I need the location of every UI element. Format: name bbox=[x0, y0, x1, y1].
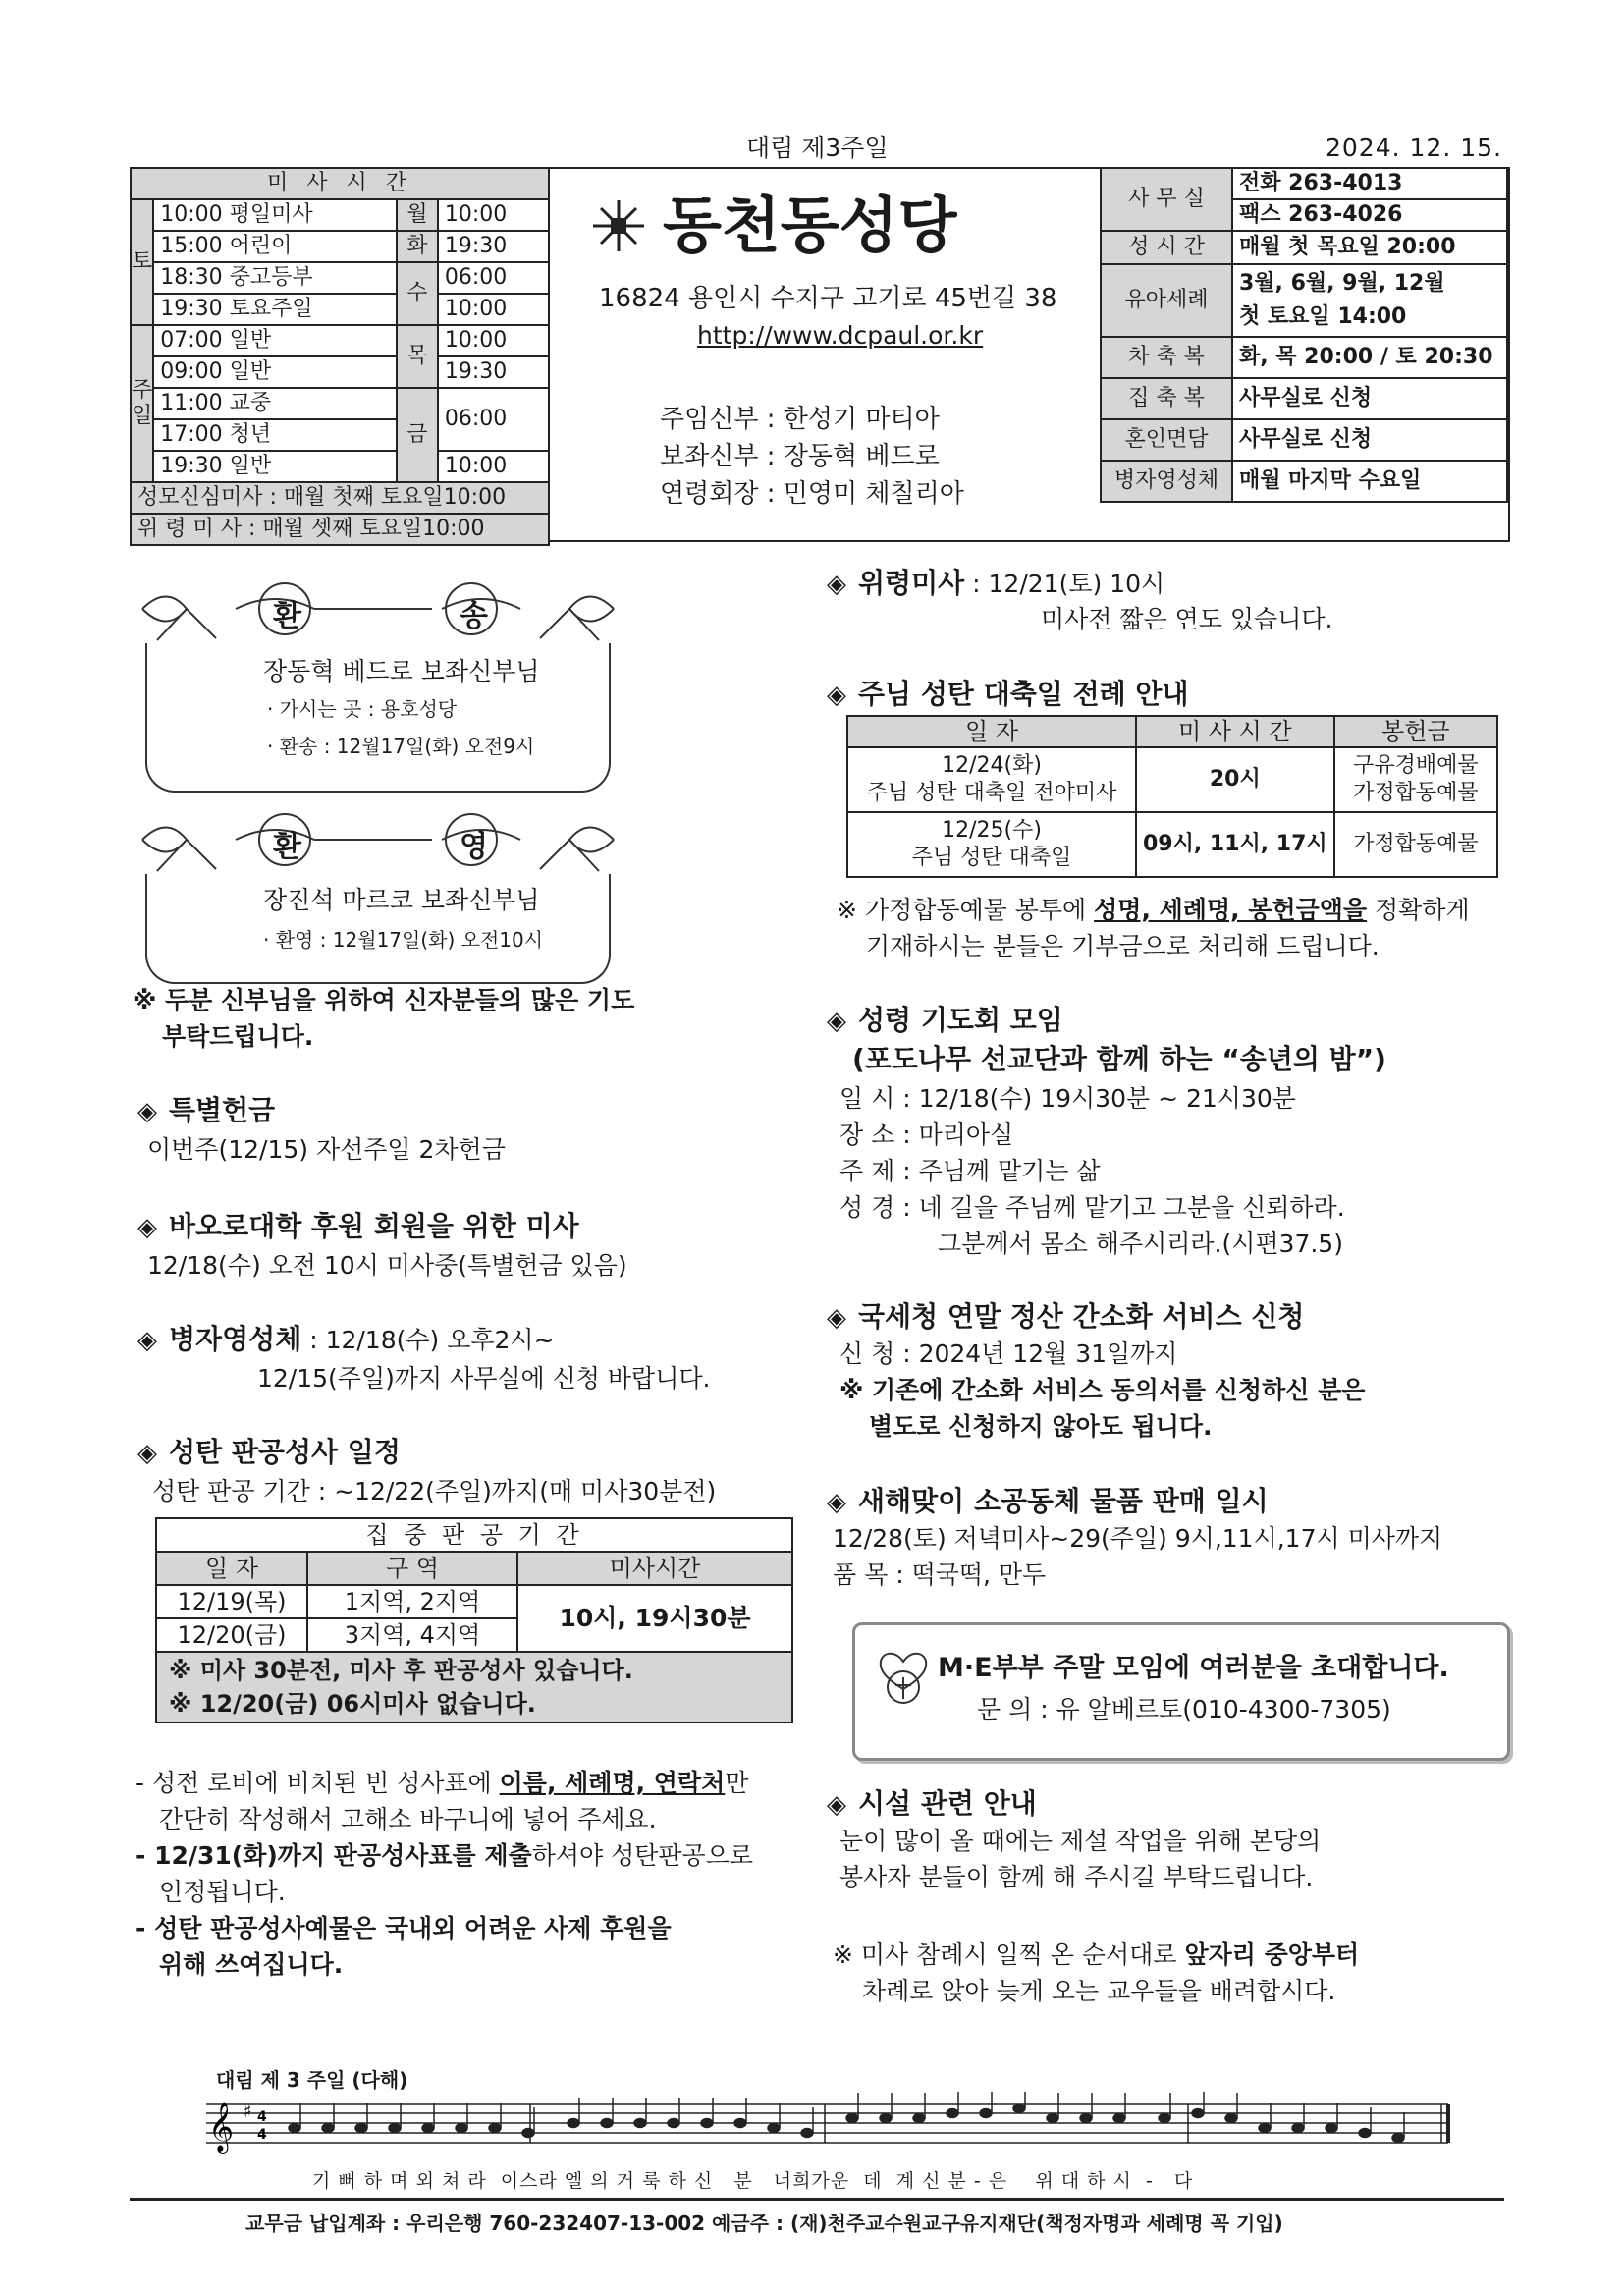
music-note bbox=[1225, 2114, 1237, 2123]
table-cell: 12/24(화) bbox=[942, 753, 1042, 778]
detail-line: 일 시 : 12/18(수) 19시30분 ~ 21시30분 bbox=[839, 1084, 1296, 1113]
office-value: 매월 첫 목요일 20:00 bbox=[1232, 231, 1507, 264]
church-website[interactable]: http://www.dcpaul.or.kr bbox=[697, 321, 984, 350]
confession-note: ※ 미사 30분전, 미사 후 판공성사 있습니다. bbox=[169, 1657, 633, 1684]
seating-note-2: 차례로 앉아 늦게 오는 교우들을 배려합시다. bbox=[862, 1977, 1336, 2005]
svg-text:4: 4 bbox=[257, 2109, 267, 2125]
music-note bbox=[322, 2124, 334, 2133]
music-note bbox=[846, 2114, 858, 2123]
music-note bbox=[1192, 2109, 1204, 2118]
table-cell: 12/19(목) bbox=[156, 1585, 307, 1618]
confession-table bbox=[155, 1517, 793, 1723]
mass-times-table bbox=[130, 167, 550, 546]
table-cell: 가정합동예물 bbox=[1334, 812, 1497, 877]
section-title: 국세청 연말 정산 간소화 서비스 신청 bbox=[858, 1300, 1305, 1333]
section-title: 성령 기도회 모임 bbox=[858, 1004, 1063, 1036]
office-label: 병자영성체 bbox=[1101, 461, 1232, 502]
facility-heading bbox=[827, 1785, 1037, 1824]
note-text: 앞자리 중앙부터 bbox=[1184, 1941, 1360, 1969]
christmas-table bbox=[846, 715, 1498, 878]
note-text: - 12/31(화)까지 판공성사표를 제출 bbox=[135, 1841, 532, 1870]
mass-time-row: 19:30 토요주일 bbox=[153, 294, 397, 325]
note-text: ※ 미사 참례시 일찍 온 순서대로 bbox=[833, 1941, 1185, 1969]
table-cell: 12/20(금) bbox=[156, 1618, 307, 1652]
music-note bbox=[355, 2124, 367, 2133]
music-lyrics: 기 뻐 하 며 외 쳐 라 이스라 엘 의 거 룩 하 신 분 너희가운 데 계 신 분 - 은 위 대 하 시 - 다 bbox=[312, 2170, 1194, 2192]
mass-time-row: 19:30 일반 bbox=[153, 451, 397, 482]
music-note bbox=[456, 2124, 467, 2133]
office-label: 유아세례 bbox=[1101, 264, 1232, 337]
christmas-note-2: 기재하시는 분들은 기부금으로 처리해 드립니다. bbox=[866, 932, 1380, 960]
newyear-sale-line2: 품 목 : 떡국떡, 만두 bbox=[833, 1560, 1047, 1589]
mass-footer-2: 위 령 미 사 : 매월 셋째 토요일10:00 bbox=[131, 514, 549, 545]
section-title: 주님 성탄 대축일 전례 안내 bbox=[858, 678, 1189, 710]
music-note bbox=[1259, 2124, 1271, 2133]
table-cell: 3지역, 4지역 bbox=[307, 1618, 517, 1652]
section-title: 위령미사 bbox=[858, 567, 965, 599]
office-value: 사무실로 신청 bbox=[1232, 378, 1507, 419]
music-note bbox=[489, 2124, 501, 2133]
table-cell: 구유경배예물 bbox=[1353, 753, 1479, 778]
mass-time-row: 10:00 평일미사 bbox=[153, 199, 397, 231]
music-note bbox=[1113, 2114, 1125, 2123]
weekday-label: 월 bbox=[397, 199, 438, 231]
weekday-label: 목 bbox=[397, 325, 438, 388]
tax-line3: 별도로 신청하지 않아도 됩니다. bbox=[869, 1412, 1213, 1441]
me-invite-title: M·E부부 주말 모임에 여러분을 초대합니다. bbox=[938, 1653, 1449, 1683]
column-header: 봉헌금 bbox=[1334, 716, 1497, 747]
note-text: 간단히 작성해서 고해소 바구니에 넣어 주세요. bbox=[159, 1805, 657, 1833]
facility-line1: 눈이 많이 올 때에는 제설 작업을 위해 본당의 bbox=[839, 1827, 1322, 1855]
weekday-time: 06:00 bbox=[438, 262, 549, 294]
table-cell: 12/25(수) bbox=[942, 818, 1042, 843]
music-note bbox=[1392, 2134, 1404, 2143]
weekday-time: 19:30 bbox=[438, 231, 549, 262]
spirit-prayer-subtitle: (포도나무 선교단과 함께 하는 “송년의 밤”) bbox=[852, 1043, 1386, 1075]
spirit-prayer-heading bbox=[827, 1002, 1063, 1040]
welcome-badge-1: 환 bbox=[273, 830, 301, 864]
music-note bbox=[289, 2124, 300, 2133]
note-text: - 성탄 판공성사예물은 국내외 어려운 사제 후원을 bbox=[135, 1914, 672, 1942]
office-label: 사 무 실 bbox=[1101, 168, 1232, 231]
note-text: 인정됩니다. bbox=[159, 1878, 286, 1906]
column-header: 일 자 bbox=[156, 1552, 307, 1585]
seating-note-1 bbox=[833, 1937, 1359, 1973]
table-cell: 09시, 11시, 17시 bbox=[1136, 812, 1334, 877]
diamond-icon: ◈ bbox=[827, 1488, 846, 1517]
note-text: - 성전 로비에 비치된 빈 성사표에 bbox=[135, 1769, 500, 1797]
tax-heading bbox=[827, 1298, 1304, 1337]
note-text: 이름, 세례명, 연락처 bbox=[499, 1769, 726, 1797]
diamond-icon: ◈ bbox=[137, 1439, 157, 1468]
prayer-note-2: 부탁드립니다. bbox=[162, 1022, 314, 1051]
section-title: 바오로대학 후원 회원을 위한 미사 bbox=[169, 1210, 579, 1242]
office-value: 3월, 6월, 9월, 12월 bbox=[1239, 271, 1445, 296]
detail-line: 성 경 : 네 길을 주님께 맡기고 그분을 신뢰하라. bbox=[839, 1193, 1345, 1222]
confession-heading bbox=[137, 1434, 401, 1472]
diamond-icon: ◈ bbox=[827, 1303, 846, 1333]
paul-univ-text: 12/18(수) 오전 10시 미사중(특별헌금 있음) bbox=[147, 1251, 627, 1280]
column-header: 미 사 시 간 bbox=[1136, 716, 1334, 747]
saturday-label: 토 bbox=[131, 199, 153, 325]
weekday-label: 금 bbox=[397, 388, 438, 482]
office-value: 매월 마지막 수요일 bbox=[1232, 461, 1507, 502]
christmas-heading bbox=[827, 676, 1189, 714]
footer-rule bbox=[130, 2198, 1504, 2201]
special-offering-text: 이번주(12/15) 자선주일 2차헌금 bbox=[147, 1135, 506, 1164]
me-invite-contact: 문 의 : 유 알베르토(010-4300-7305) bbox=[977, 1695, 1391, 1723]
svg-text:𝄞: 𝄞 bbox=[208, 2102, 235, 2152]
diamond-icon: ◈ bbox=[827, 1790, 846, 1820]
diamond-icon: ◈ bbox=[137, 1213, 157, 1242]
newyear-sale-heading bbox=[827, 1483, 1269, 1521]
music-note bbox=[1013, 2105, 1025, 2113]
office-value: 첫 토요일 14:00 bbox=[1239, 304, 1407, 329]
confession-table-title: 집 중 판 공 기 간 bbox=[156, 1518, 792, 1552]
diamond-icon: ◈ bbox=[827, 681, 846, 710]
music-note bbox=[568, 2119, 579, 2128]
column-header: 구 역 bbox=[307, 1552, 517, 1585]
mass-time-row: 09:00 일반 bbox=[153, 356, 397, 388]
diamond-icon: ◈ bbox=[827, 570, 846, 599]
note-text: 하셔야 성탄판공으로 bbox=[531, 1841, 754, 1870]
special-offering-heading bbox=[137, 1092, 275, 1130]
sunday-label: 주일 bbox=[131, 325, 153, 482]
music-note bbox=[880, 2114, 892, 2123]
welcome-date: · 환영 : 12월17일(화) 오전10시 bbox=[263, 928, 544, 952]
facility-line2: 봉사자 분들이 함께 해 주시길 부탁드립니다. bbox=[839, 1863, 1314, 1891]
music-note bbox=[947, 2109, 958, 2118]
clergy-role: 연령회장 bbox=[660, 479, 759, 509]
mass-times-title: 미 사 시 간 bbox=[131, 168, 549, 199]
season-label: 대림 제3주일 bbox=[746, 134, 889, 162]
table-cell: 20시 bbox=[1136, 747, 1334, 812]
tax-line2: ※ 기존에 간소화 서비스 동의서를 신청하신 분은 bbox=[839, 1376, 1366, 1404]
clergy-role: 보좌신부 bbox=[660, 442, 759, 471]
farewell-badge-1: 환 bbox=[273, 599, 301, 633]
music-note bbox=[980, 2109, 992, 2118]
sick-communion-line1: : 12/18(수) 오후2시~ bbox=[301, 1326, 555, 1354]
music-note bbox=[422, 2124, 434, 2133]
section-title: 새해맞이 소공동체 물품 판매 일시 bbox=[858, 1485, 1269, 1517]
memorial-mass-line1: : 12/21(토) 10시 bbox=[964, 570, 1165, 598]
music-note bbox=[1359, 2129, 1371, 2138]
sick-communion-line2: 12/15(주일)까지 사무실에 신청 바랍니다. bbox=[257, 1364, 711, 1393]
music-note bbox=[1080, 2114, 1092, 2123]
music-note bbox=[801, 2129, 813, 2138]
music-note bbox=[389, 2124, 401, 2133]
note-text: ※ 가정합동예물 봉투에 bbox=[837, 896, 1095, 924]
diamond-icon: ◈ bbox=[137, 1326, 157, 1355]
farewell-place: · 가시는 곳 : 용호성당 bbox=[267, 697, 458, 721]
clergy-role: 주임신부 bbox=[660, 405, 759, 434]
table-cell: 1지역, 2지역 bbox=[307, 1585, 517, 1618]
footer-account: 교무금 납입계좌 : 우리은행 760-232407-13-002 예금주 : (재)천주교수원교구유지재단(책정자명과 세례명 꼭 기입) bbox=[245, 2212, 1283, 2235]
office-label: 성 시 간 bbox=[1101, 231, 1232, 264]
weekday-time: 10:00 bbox=[438, 199, 549, 231]
weekday-label: 화 bbox=[397, 231, 438, 262]
music-note bbox=[1047, 2114, 1058, 2123]
farewell-priest: 장동혁 베드로 보좌신부님 bbox=[263, 657, 540, 685]
spirit-prayer-details bbox=[839, 1080, 1345, 1262]
weekday-label: 수 bbox=[397, 262, 438, 325]
mass-time-row: 11:00 교중 bbox=[153, 388, 397, 419]
clergy-name: 한성기 마티아 bbox=[783, 405, 940, 434]
office-table bbox=[1100, 167, 1508, 503]
me-logo-icon bbox=[874, 1642, 933, 1715]
music-note bbox=[768, 2124, 780, 2133]
mass-footer-1: 성모신심미사 : 매월 첫째 토요일10:00 bbox=[131, 482, 549, 514]
column-header: 일 자 bbox=[847, 716, 1136, 747]
office-value: 전화 263-4013 bbox=[1232, 168, 1507, 199]
confession-period: 성탄 판공 기간 : ~12/22(주일)까지(매 미사30분전) bbox=[152, 1477, 717, 1505]
music-staff bbox=[206, 2092, 1453, 2164]
farewell-badge-2: 송 bbox=[460, 599, 488, 633]
music-note bbox=[734, 2119, 746, 2128]
clergy-name: 민영미 체칠리아 bbox=[783, 479, 964, 509]
memorial-mass-line2: 미사전 짧은 연도 있습니다. bbox=[1041, 605, 1333, 633]
diamond-icon: ◈ bbox=[137, 1097, 157, 1126]
office-value: 화, 목 20:00 / 토 20:30 bbox=[1232, 337, 1507, 378]
office-label: 혼인면담 bbox=[1101, 419, 1232, 461]
church-name: 동천동성당 bbox=[663, 190, 957, 261]
church-logo-icon bbox=[589, 196, 648, 259]
office-value: 팩스 263-4026 bbox=[1232, 199, 1507, 231]
mass-time-row: 18:30 중고등부 bbox=[153, 262, 397, 294]
christmas-note-1 bbox=[837, 892, 1470, 928]
note-text: 성명, 세례명, 봉헌금액을 bbox=[1094, 896, 1368, 924]
weekday-time: 19:30 bbox=[438, 356, 549, 388]
weekday-time: 10:00 bbox=[438, 451, 549, 482]
ribbon-ornament-icon bbox=[137, 810, 619, 879]
weekday-time: 10:00 bbox=[438, 294, 549, 325]
paul-univ-heading bbox=[137, 1208, 579, 1246]
mass-time-row: 17:00 청년 bbox=[153, 419, 397, 451]
welcome-priest: 장진석 마르코 보좌신부님 bbox=[263, 886, 540, 914]
farewell-date: · 환송 : 12월17일(화) 오전9시 bbox=[267, 735, 535, 758]
music-note bbox=[634, 2119, 646, 2128]
music-note bbox=[1159, 2114, 1170, 2123]
welcome-badge-2: 영 bbox=[460, 830, 488, 864]
office-label: 집 축 복 bbox=[1101, 378, 1232, 419]
section-title: 시설 관련 안내 bbox=[858, 1787, 1037, 1820]
sick-communion-heading bbox=[137, 1321, 555, 1359]
diamond-icon: ◈ bbox=[827, 1007, 846, 1036]
music-note bbox=[701, 2119, 713, 2128]
note-text: 위해 쓰여집니다. bbox=[159, 1950, 344, 1979]
newyear-sale-line1: 12/28(토) 저녁미사~29(주일) 9시,11시,17시 미사까지 bbox=[833, 1524, 1443, 1553]
music-note bbox=[522, 2129, 534, 2138]
table-cell: 가정합동예물 bbox=[1353, 781, 1479, 805]
music-note bbox=[601, 2119, 613, 2128]
bulletin-date: 2024. 12. 15. bbox=[1326, 134, 1502, 162]
detail-line: 그분께서 몸소 해주시리라.(시편37.5) bbox=[938, 1230, 1343, 1258]
office-value: 사무실로 신청 bbox=[1232, 419, 1507, 461]
music-note bbox=[913, 2114, 925, 2123]
detail-line: 장 소 : 마리아실 bbox=[839, 1121, 1014, 1149]
table-cell: 10시, 19시30분 bbox=[517, 1585, 792, 1652]
section-title: 성탄 판공성사 일정 bbox=[169, 1436, 401, 1468]
weekday-time: 10:00 bbox=[438, 325, 549, 356]
music-note bbox=[1292, 2124, 1304, 2133]
clergy-name: 장동혁 베드로 bbox=[783, 442, 940, 471]
prayer-note-1: ※ 두분 신부님을 위하여 신자분들의 많은 기도 bbox=[133, 986, 635, 1014]
detail-line: 주 제 : 주님께 맡기는 삶 bbox=[839, 1157, 1101, 1185]
section-title: 병자영성체 bbox=[169, 1323, 302, 1355]
weekday-time: 06:00 bbox=[438, 388, 549, 451]
section-title: 특별헌금 bbox=[169, 1094, 276, 1126]
church-address: 16824 용인시 수지구 고기로 45번길 38 bbox=[599, 284, 1057, 313]
memorial-mass-heading bbox=[827, 565, 1164, 603]
confession-note: ※ 12/20(금) 06시미사 없습니다. bbox=[169, 1690, 536, 1718]
table-cell: 주님 성탄 대축일 전야미사 bbox=[866, 781, 1117, 805]
confession-notes bbox=[135, 1765, 753, 1983]
note-text: 만 bbox=[725, 1769, 749, 1797]
music-note bbox=[1326, 2124, 1337, 2133]
music-note bbox=[668, 2119, 679, 2128]
office-label: 차 축 복 bbox=[1101, 337, 1232, 378]
mass-time-row: 15:00 어린이 bbox=[153, 231, 397, 262]
tax-line1: 신 청 : 2024년 12월 31일까지 bbox=[839, 1339, 1178, 1368]
table-cell: 주님 성탄 대축일 bbox=[911, 846, 1072, 870]
ribbon-ornament-icon bbox=[137, 579, 619, 648]
mass-time-row: 07:00 일반 bbox=[153, 325, 397, 356]
clergy-list: 주임신부 : 한성기 마티아 보좌신부 : 장동혁 베드로 연령회장 : 민영미 체칠리아 bbox=[660, 405, 964, 509]
column-header: 미사시간 bbox=[517, 1552, 792, 1585]
music-title: 대림 제 3 주일 (다해) bbox=[216, 2068, 408, 2092]
svg-text:♯: ♯ bbox=[244, 2102, 252, 2122]
note-text: 정확하게 bbox=[1367, 896, 1470, 924]
svg-text:4: 4 bbox=[257, 2127, 267, 2143]
